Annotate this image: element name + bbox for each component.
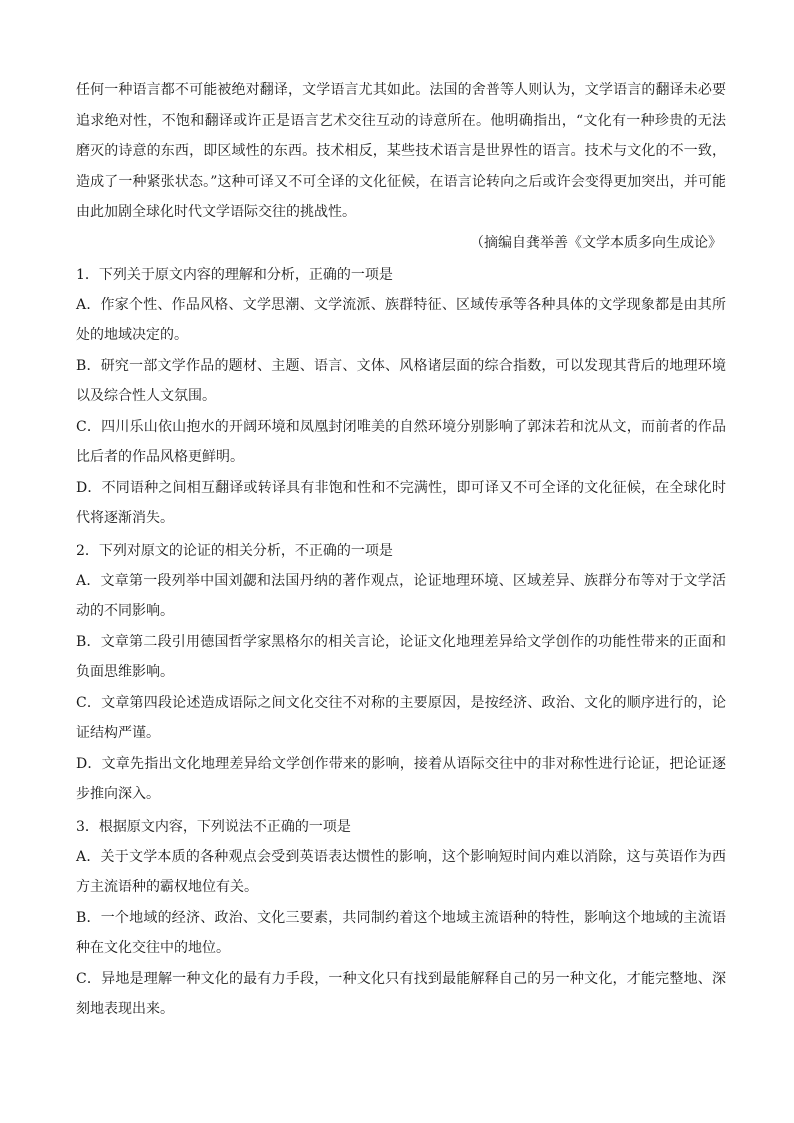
option-b: B．一个地域的经济、政治、文化三要素，共同制约着这个地域主流语种的特性，影响这个地域的主流语种在文化交往中的地位。 (76, 909, 726, 956)
source-citation: （摘编自龚举善《文学本质多向生成论》 (470, 234, 722, 251)
question-3 (76, 812, 726, 1025)
option-b: B．文章第二段引用德国哲学家黑格尔的相关言论，论证文化地理差异给文学创作的功能性带来的正面和负面思维影响。 (76, 633, 726, 680)
option-a: A．关于文学本质的各种观点会受到英语表达惯性的影响，这个影响短时间内难以消除，这与英语作为西方主流语种的霸权地位有关。 (76, 848, 726, 895)
option-c: C．异地是理解一种文化的最有力手段，一种文化只有找到最能解释自己的另一种文化，才能完整地、深刻地表现出来。 (76, 970, 726, 1017)
document-page (76, 0, 726, 1025)
question-stem: 1．下列关于原文内容的理解和分析，正确的一项是 (76, 266, 393, 283)
option-c: C．四川乐山依山抱水的开阔环境和凤凰封闭唯美的自然环境分别影响了郭沫若和沈从文，而前者的作品比后者的作品风格更鲜明。 (76, 418, 726, 465)
option-a: A．文章第一段列举中国刘勰和法国丹纳的著作观点，论证地理环境、区域差异、族群分布等对于文学活动的不同影响。 (76, 572, 726, 619)
option-d: D．文章先指出文化地理差异给文学创作带来的影响，接着从语际交往中的非对称性进行论证，把论证逐步推向深入。 (76, 755, 726, 802)
question-stem: 2．下列对原文的论证的相关分析，不正确的一项是 (76, 542, 393, 559)
option-d: D．不同语种之间相互翻译或转译具有非饱和性和不完满性，即可译又不可全译的文化征候，在全球化时代将逐渐消失。 (76, 479, 726, 526)
question-stem: 3．根据原文内容，下列说法不正确的一项是 (76, 818, 351, 835)
question-2 (76, 536, 726, 810)
passage-paragraph: 任何一种语言都不可能被绝对翻译，文学语言尤其如此。法国的舍普等人则认为，文学语言的翻译未必要追求绝对性，不饱和翻译或许正是语言艺术交往互动的诗意所在。他明确指出，“文化有一种珍贵的无法磨灭的诗意的东西，即区域性的东西。技术相反，某些技术语言是世界性的语言。技术与文化的不一致，造成了一种紧张状态。”这种可译又不可全译的文化征候，在语言论转向之后或许会变得更加突出，并可能由此加剧全球化时代文学语际交往的挑战性。 (76, 82, 726, 220)
question-1 (76, 260, 726, 534)
option-c: C．文章第四段论述造成语际之间文化交往不对称的主要原因，是按经济、政治、文化的顺序进行的，论证结构严谨。 (76, 694, 726, 741)
option-b: B．研究一部文学作品的题材、主题、语言、文体、风格诸层面的综合指数，可以发现其背后的地理环境以及综合性人文氛围。 (76, 357, 726, 404)
option-a: A．作家个性、作品风格、文学思潮、文学流派、族群特征、区域传承等各种具体的文学现象都是由其所处的地域决定的。 (76, 296, 726, 343)
